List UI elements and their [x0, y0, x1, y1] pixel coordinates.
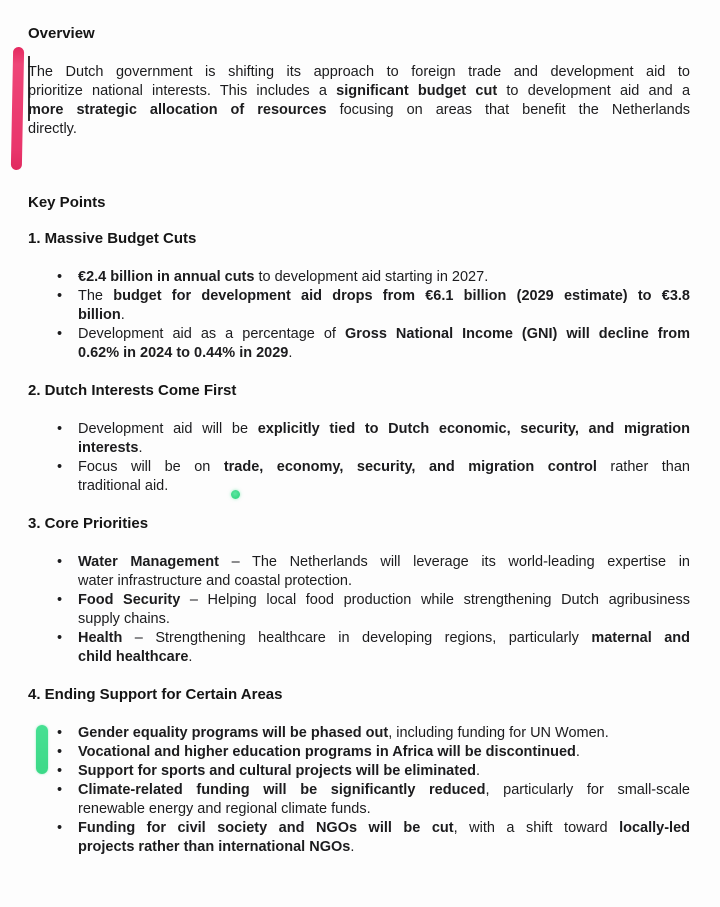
list-item — [28, 553, 690, 591]
list-item — [28, 743, 690, 762]
bullet-icon: • — [57, 554, 63, 570]
text-run: . — [120, 307, 125, 323]
text-run: Support for sports and cultural projects will be eliminated — [78, 763, 476, 779]
text-run: rather than — [596, 459, 690, 475]
bullet-icon: • — [57, 630, 63, 646]
list-item — [28, 724, 690, 743]
list-item — [28, 762, 690, 781]
text-run: interests — [78, 440, 139, 456]
sections-container — [28, 230, 690, 857]
text-run: – The Netherlands will leverage its world-leading expertise in — [218, 554, 690, 570]
text-line — [78, 610, 690, 629]
bullet-text — [78, 420, 690, 458]
bullet-icon: • — [57, 782, 63, 798]
text-run: child healthcare — [78, 649, 189, 665]
bullet-icon: • — [57, 326, 63, 342]
bullet-text — [78, 724, 690, 743]
text-run: Gross National Income (GNI) will decline from — [344, 326, 691, 342]
list-item — [28, 420, 690, 458]
pink-highlighter-stroke-annotation — [11, 47, 24, 170]
text-line — [78, 762, 690, 781]
text-line — [28, 120, 690, 139]
text-line — [78, 591, 690, 610]
bullet-text — [78, 781, 690, 819]
text-run: Funding for civil society and NGOs will be cut — [78, 820, 454, 836]
text-run: . — [476, 763, 481, 779]
bullet-icon: • — [57, 421, 63, 437]
bullet-icon: • — [57, 459, 63, 475]
list-item — [28, 591, 690, 629]
overview-paragraph — [28, 63, 690, 139]
list-item — [28, 819, 690, 857]
bullet-icon: • — [57, 763, 63, 779]
text-line — [78, 439, 690, 458]
text-run: focusing on areas that benefit the Netherlands — [326, 102, 691, 118]
text-run: trade, economy, security, and migration control — [223, 459, 597, 475]
text-run: maternal and — [591, 630, 691, 646]
text-run: Vocational and higher education programs in Africa will be discontinued — [78, 744, 576, 760]
section — [28, 382, 690, 496]
text-line — [78, 819, 690, 838]
list-item — [28, 268, 690, 287]
text-run: , particularly for small-scale — [485, 782, 690, 798]
list-item — [28, 458, 690, 496]
text-run: Development aid as a percentage of — [78, 326, 345, 342]
bullet-text — [78, 819, 690, 857]
text-run: locally-led — [619, 820, 691, 836]
text-run: Climate-related funding will be significantly reduced — [78, 782, 486, 798]
bullet-icon: • — [57, 288, 63, 304]
text-run: Food Security — [78, 592, 181, 608]
text-run: Focus will be on — [78, 459, 224, 475]
bullet-text — [78, 629, 690, 667]
text-run: supply chains. — [78, 611, 170, 627]
text-run: €2.4 billion in annual cuts — [78, 269, 255, 285]
text-line — [78, 420, 690, 439]
text-run: to development aid and a — [497, 83, 691, 99]
text-line — [78, 838, 690, 857]
text-line — [78, 325, 690, 344]
bullet-text — [78, 287, 690, 325]
text-run: billion — [78, 307, 121, 323]
text-run: Water Management — [78, 554, 219, 570]
bullet-text — [78, 268, 690, 287]
bullet-icon: • — [57, 820, 63, 836]
green-highlighter-stroke-annotation — [36, 725, 48, 774]
overview-heading: Overview — [28, 25, 95, 42]
text-run: . — [575, 744, 580, 760]
list-item — [28, 287, 690, 325]
list-item — [28, 781, 690, 819]
green-dot-annotation — [231, 490, 240, 499]
text-line — [78, 800, 690, 819]
text-run: budget for development aid drops from €6.1 billion (2029 estimate) to €3.8 — [113, 288, 690, 304]
text-line — [78, 629, 690, 648]
text-run: renewable energy and regional climate funds. — [78, 801, 371, 817]
text-run: projects rather than international NGOs — [78, 839, 351, 855]
bullet-icon: • — [57, 744, 63, 760]
text-line — [78, 743, 690, 762]
text-line — [78, 268, 690, 287]
text-line — [78, 344, 690, 363]
bullet-list — [28, 724, 690, 857]
section — [28, 230, 690, 363]
text-line — [78, 553, 690, 572]
text-line — [78, 477, 690, 496]
text-run: . — [288, 345, 293, 361]
text-run: to development aid starting in 2027. — [254, 269, 489, 285]
text-line — [78, 781, 690, 800]
bullet-text — [78, 325, 690, 363]
text-line — [78, 724, 690, 743]
section — [28, 515, 690, 667]
text-run: . — [138, 440, 143, 456]
text-line — [78, 648, 690, 667]
text-run: Health — [78, 630, 123, 646]
bullet-text — [78, 743, 690, 762]
text-run: water infrastructure and coastal protection. — [78, 573, 353, 589]
bullet-list — [28, 420, 690, 496]
list-item — [28, 629, 690, 667]
text-run: explicitly tied to Dutch economic, security, and migration — [257, 421, 690, 437]
section — [28, 686, 690, 857]
text-line — [28, 101, 690, 120]
text-run: traditional aid. — [78, 478, 169, 494]
text-run: Gender equality programs will be phased out — [78, 725, 389, 741]
text-run: , with a shift toward — [453, 820, 620, 836]
text-line — [78, 306, 690, 325]
bullet-icon: • — [57, 725, 63, 741]
bullet-icon: • — [57, 592, 63, 608]
text-run: The — [78, 288, 114, 304]
text-run: directly. — [28, 121, 77, 137]
text-run: – Strengthening healthcare in developing regions, particularly — [122, 630, 592, 646]
text-run: Development aid will be — [78, 421, 258, 437]
text-line — [78, 572, 690, 591]
section-heading: 3. Core Priorities — [28, 515, 149, 532]
bullet-text — [78, 762, 690, 781]
text-line — [78, 458, 690, 477]
text-run: more strategic allocation of resources — [28, 102, 327, 118]
key-points-heading: Key Points — [28, 194, 106, 211]
text-run: , including funding for UN Women. — [388, 725, 609, 741]
section-heading: 4. Ending Support for Certain Areas — [28, 686, 283, 703]
text-line — [78, 287, 690, 306]
bullet-list — [28, 268, 690, 363]
text-line — [28, 63, 690, 82]
text-run: 0.62% in 2024 to 0.44% in 2029 — [78, 345, 289, 361]
text-line — [28, 82, 690, 101]
bullet-text — [78, 553, 690, 591]
text-run: – Helping local food production while strengthening Dutch agribusiness — [180, 592, 690, 608]
bullet-icon: • — [57, 269, 63, 285]
text-run: . — [350, 839, 355, 855]
text-run: prioritize national interests. This includes a — [28, 83, 337, 99]
text-run: . — [188, 649, 193, 665]
section-heading: 1. Massive Budget Cuts — [28, 230, 197, 247]
bullet-text — [78, 458, 690, 496]
bullet-text — [78, 591, 690, 629]
bullet-list — [28, 553, 690, 667]
text-run: The Dutch government is shifting its approach to foreign trade and development aid to — [28, 64, 690, 80]
section-heading: 2. Dutch Interests Come First — [28, 382, 237, 399]
text-run: significant budget cut — [336, 83, 498, 99]
list-item — [28, 325, 690, 363]
